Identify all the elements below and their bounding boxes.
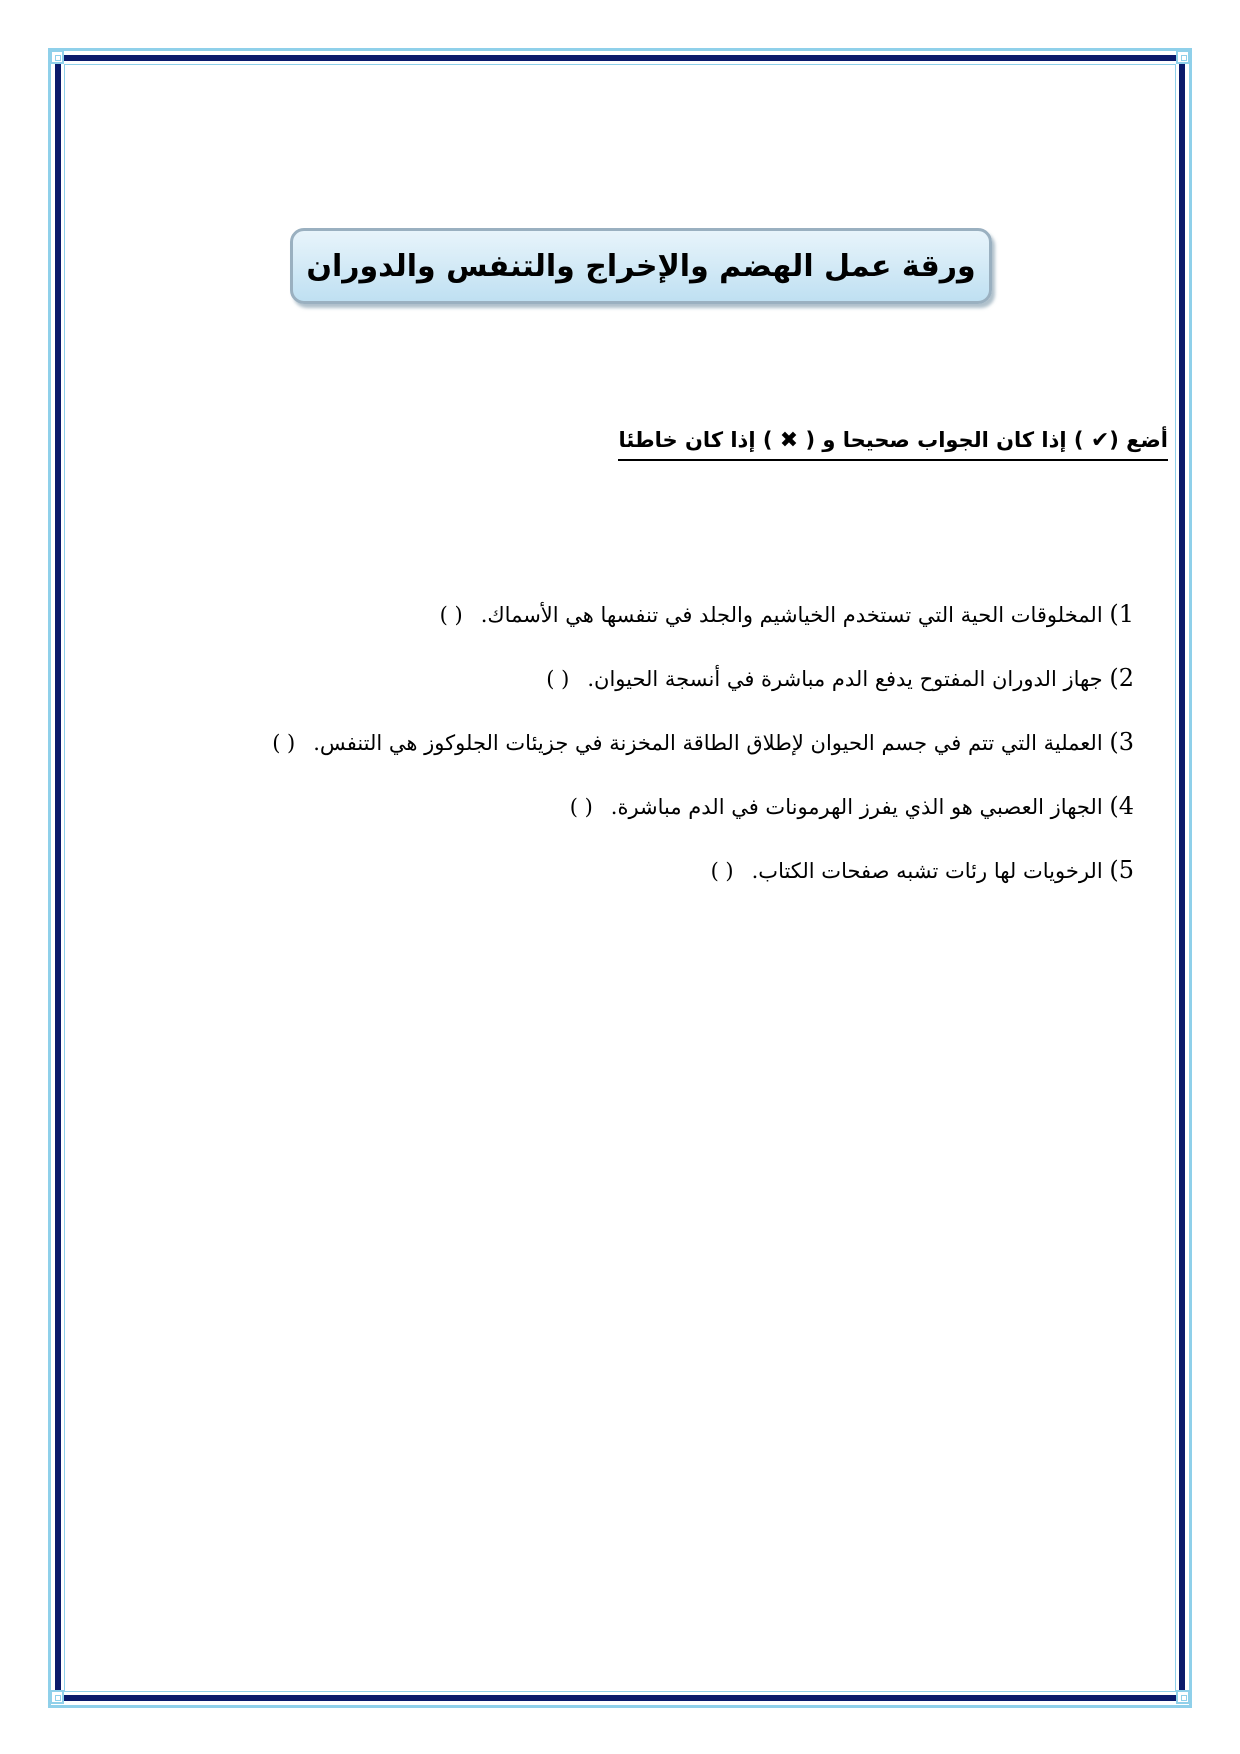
question-number: 4) <box>1109 792 1134 820</box>
question-item <box>272 728 1134 792</box>
cross-mark-icon: ✖ <box>779 428 799 453</box>
question-number: 2) <box>1109 664 1134 692</box>
title-box <box>290 228 992 304</box>
corner-ornament-bottom-right <box>1176 1690 1190 1704</box>
question-list <box>272 600 1134 920</box>
corner-ornament-bottom-left <box>50 1690 64 1704</box>
instruction-part-3: ) إذا كان خاطئا <box>618 428 780 452</box>
question-item <box>272 792 1134 856</box>
question-text: الرخويات لها رئات تشبه صفحات الكتاب. <box>751 859 1110 883</box>
question-item <box>272 664 1134 728</box>
question-number: 5) <box>1109 856 1134 884</box>
question-item <box>272 600 1134 664</box>
answer-box[interactable]: ( ) <box>710 859 734 883</box>
question-item <box>272 856 1134 920</box>
corner-ornament-top-left <box>50 50 64 64</box>
instruction-part-1: أضع ( <box>1109 428 1168 452</box>
answer-box[interactable]: ( ) <box>546 667 570 691</box>
question-text: العملية التي تتم في جسم الحيوان لإطلاق الطاقة المخزنة في جزيئات الجلوكوز هي التنفس. <box>313 731 1110 755</box>
question-text: جهاز الدوران المفتوح يدفع الدم مباشرة في أنسجة الحيوان. <box>587 667 1110 691</box>
question-text: الجهاز العصبي هو الذي يفرز الهرمونات في الدم مباشرة. <box>610 795 1110 819</box>
answer-box[interactable]: ( ) <box>439 603 463 627</box>
question-number: 1) <box>1109 600 1134 628</box>
check-mark-icon: ✔ <box>1090 428 1110 453</box>
answer-box[interactable]: ( ) <box>569 795 593 819</box>
answer-box[interactable]: ( ) <box>272 731 296 755</box>
instruction-part-2: ) إذا كان الجواب صحيحا و ( <box>798 428 1091 452</box>
question-number: 3) <box>1109 728 1134 756</box>
question-text: المخلوقات الحية التي تستخدم الخياشيم والجلد في تنفسها هي الأسماك. <box>480 603 1110 627</box>
instruction-line <box>618 428 1168 461</box>
worksheet-title: ورقة عمل الهضم والإخراج والتنفس والدوران <box>306 248 976 284</box>
corner-ornament-top-right <box>1176 50 1190 64</box>
